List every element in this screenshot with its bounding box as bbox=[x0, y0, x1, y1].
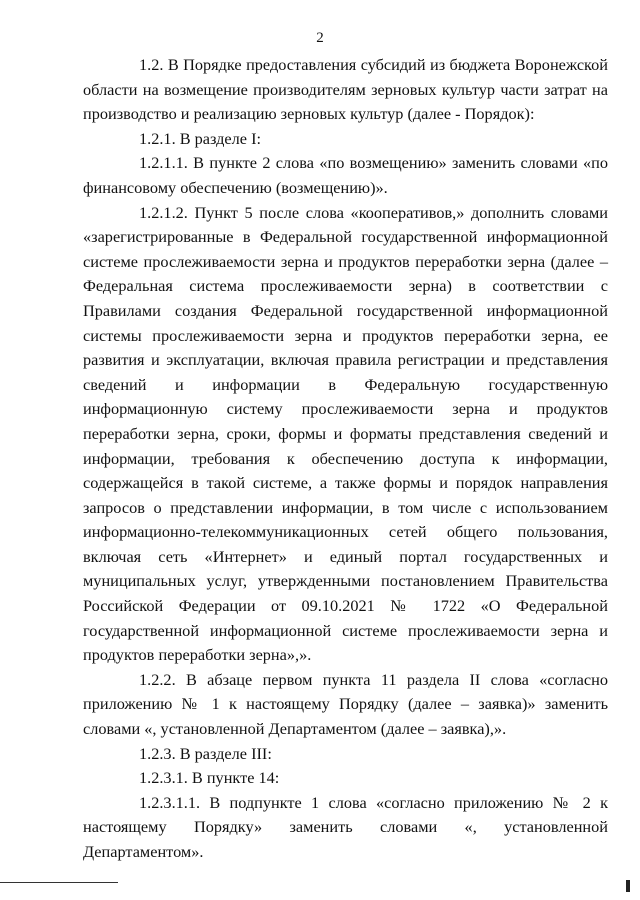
footer-rule bbox=[0, 882, 118, 883]
paragraph-1-2-3: 1.2.3. В разделе III: bbox=[139, 743, 272, 763]
paragraph-1-2-1-2: 1.2.1.2. Пункт 5 после слова «кооперативов,» дополнить словами «зарегистрированные в Федеральной государственной информационной системе прослеживаемости зерна и продуктов переработки зерна (далее – Федеральная система прослеживаемости зерна) в соответствии с Правилами создания Федеральной государственной информационной системы прослеживаемости зерна и продуктов переработки зерна, ее развития и эксплуатации, включая правила регистрации и представления сведений и информации в Федеральную государственную информационную систему прослеживаемости зерна и продуктов переработки зерна, сроки, формы и форматы представления сведений и информации, требования к обеспечению доступа к информации, содержащейся в такой системе, а также формы и порядок направления запросов о представлении информации, в том числе с использованием информационно-телекоммуникационных сетей общего пользования, включая сеть «Интернет» и единый портал государственных и муниципальных услуг, утвержденными постановлением Правительства Российской Федерации от 09.10.2021 № 1722 «О Федеральной государственной информационной системе прослеживаемости зерна и продуктов переработки зерна»,». bbox=[83, 202, 608, 665]
paragraph-1-2-1: 1.2.1. В разделе I: bbox=[139, 128, 262, 148]
paragraph-1-2-2: 1.2.2. В абзаце первом пункта 11 раздела II слова «согласно приложению № 1 к настоящему Порядку (далее – заявка)» заменить словами «, установленной Департаментом (далее – заявка),». bbox=[83, 669, 608, 739]
page-number: 2 bbox=[316, 30, 324, 46]
paragraph-1-2: 1.2. В Порядке предоставления субсидий из бюджета Воронежской области на возмещение производителям зерновых культур части затрат на производство и реализацию зерновых культур (далее - Порядок): bbox=[83, 55, 608, 124]
scan-edge-mark bbox=[626, 880, 630, 892]
paragraph-1-2-3-1-1: 1.2.3.1.1. В подпункте 1 слова «согласно приложению № 2 к настоящему Порядку» заменить словами «, установленной Департаментом». bbox=[83, 792, 608, 861]
document-body bbox=[83, 53, 608, 865]
paragraph-1-2-1-1: 1.2.1.1. В пункте 2 слова «по возмещению» заменить словами «по финансовому обеспечению (возмещению)». bbox=[83, 153, 608, 197]
paragraph-1-2-3-1: 1.2.3.1. В пункте 14: bbox=[139, 768, 280, 788]
